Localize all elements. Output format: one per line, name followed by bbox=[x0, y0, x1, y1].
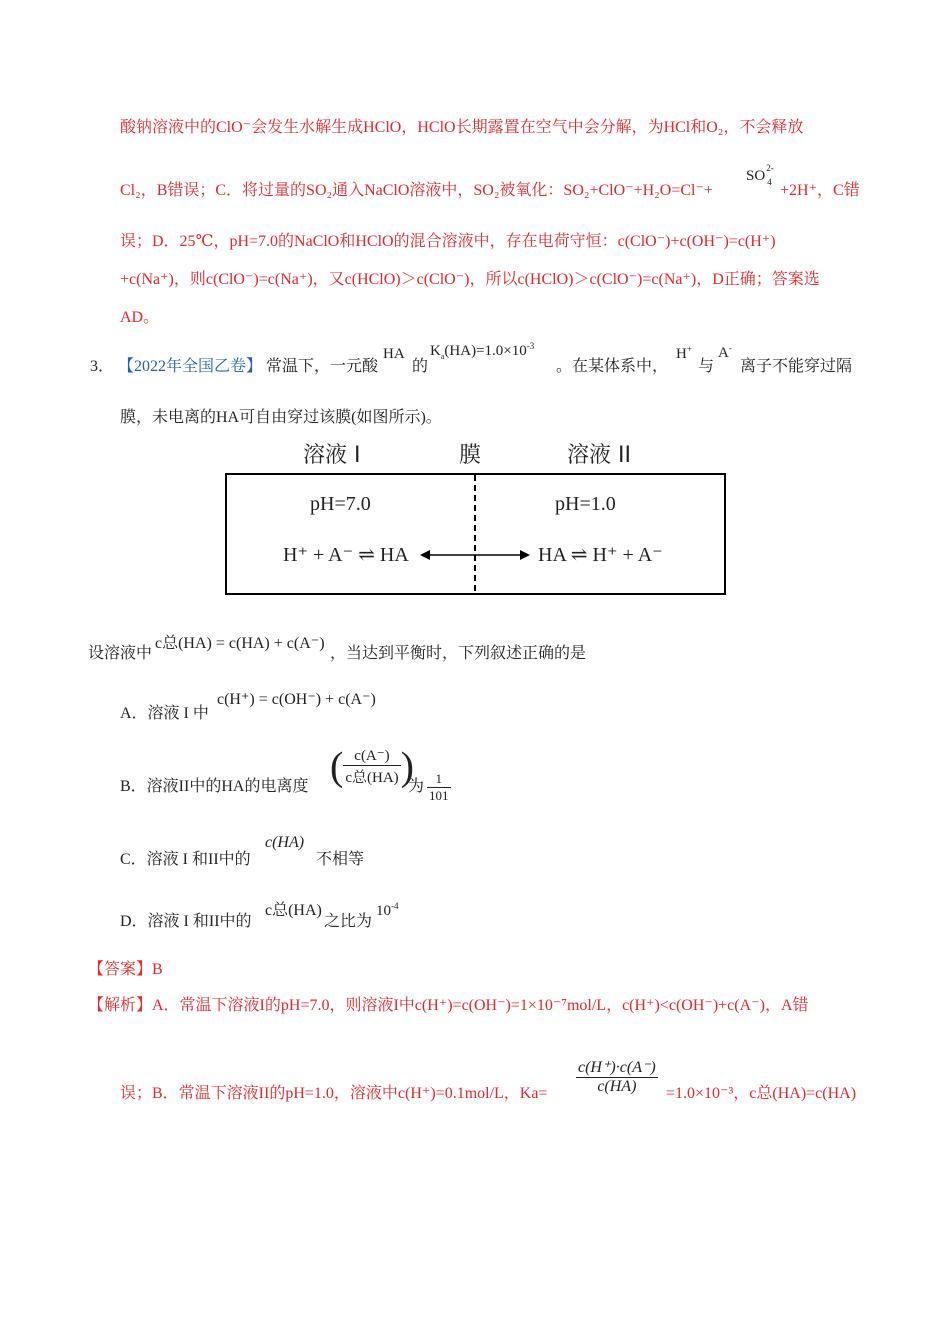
ka-symbol: K bbox=[430, 343, 441, 359]
fraction bbox=[343, 746, 400, 787]
sulfate-charge: 2- bbox=[766, 163, 774, 173]
fraction-denominator: c(HA) bbox=[597, 1078, 637, 1095]
option-d-value bbox=[376, 903, 399, 920]
question-text: 常温下，一元酸 bbox=[266, 358, 379, 375]
option-c-formula: c(HA) bbox=[265, 834, 305, 851]
ka-subscript: a bbox=[440, 352, 445, 361]
sulfate-ion bbox=[746, 163, 774, 187]
text-span: Cl₂，B错误；C．将过量的SO₂通入NaClO溶液中，SO₂被氧化：SO₂+ClO⁻+H₂O=Cl⁻+ bbox=[120, 182, 713, 199]
h-charge: + bbox=[686, 344, 692, 354]
ha-formula: HA bbox=[383, 346, 405, 362]
ka-exponent: -3 bbox=[526, 341, 535, 351]
fraction-denominator: c总(HA) bbox=[345, 770, 399, 786]
answer-line: 【答案】B bbox=[88, 961, 163, 978]
fraction bbox=[576, 1057, 658, 1096]
condition-text: 设溶液中 bbox=[88, 645, 153, 662]
text-line: 酸钠溶液中的ClO⁻会发生水解生成HClO，HClO长期露置在空气中会分解，为HCl和O₂，不会释放 bbox=[120, 119, 804, 136]
option-a-formula: c(H⁺) = c(OH⁻) + c(A⁻) bbox=[217, 691, 376, 708]
diagram-label-membrane: 膜 bbox=[459, 443, 482, 468]
h-ion bbox=[676, 346, 692, 363]
text-line: +2H⁺，C错 bbox=[780, 182, 860, 199]
question-text: 离子不能穿过隔 bbox=[740, 358, 853, 375]
question-source: 【2022年全国乙卷】 bbox=[118, 358, 263, 375]
option-b-value bbox=[427, 771, 451, 804]
option-b-formula bbox=[330, 743, 414, 789]
sulfate-symbol: SO bbox=[746, 168, 766, 184]
a-charge: - bbox=[728, 343, 732, 353]
option-b-label: B．溶液II中的HA的电离度 bbox=[120, 778, 309, 795]
explanation-line: 误；B．常温下溶液II的pH=1.0，溶液中c(H⁺)=0.1mol/L，Ka= bbox=[120, 1085, 548, 1102]
explanation-line: =1.0×10⁻³，c总(HA)=c(HA) bbox=[666, 1085, 857, 1102]
text-line bbox=[120, 181, 713, 201]
text-line: AD。 bbox=[120, 309, 160, 326]
condition-formula: c总(HA) = c(HA) + c(A⁻) bbox=[155, 635, 325, 652]
sulfate-subscript: 4 bbox=[767, 177, 772, 187]
fraction-numerator: c(H⁺)·c(A⁻) bbox=[578, 1059, 656, 1076]
membrane-line bbox=[474, 475, 476, 591]
h-symbol: H bbox=[676, 346, 687, 362]
fraction-denominator: 101 bbox=[429, 788, 449, 803]
diagram-label-solution1: 溶液 I bbox=[303, 443, 361, 468]
a-symbol: A bbox=[718, 345, 729, 361]
condition-text: ，当达到平衡时，下列叙述正确的是 bbox=[330, 645, 587, 662]
option-a-label: A．溶液 I 中 bbox=[120, 705, 209, 722]
ka-formula bbox=[430, 343, 534, 360]
question-text: 与 bbox=[698, 358, 715, 375]
paren-left: ( bbox=[330, 743, 344, 789]
d-base: 10 bbox=[376, 903, 391, 919]
text-line: 误；D．25℃，pH=7.0的NaClO和HClO的混合溶液中，存在电荷守恒：c(ClO⁻)+c(OH⁻)=c(H⁺) bbox=[120, 233, 776, 250]
option-d-text: 之比为 bbox=[324, 913, 373, 930]
equilibrium-left: H⁺ + A⁻ ⇌ HA bbox=[283, 544, 409, 566]
question-text: 的 bbox=[412, 358, 429, 375]
fraction bbox=[427, 771, 451, 804]
text-line: +c(Na⁺)，则c(ClO⁻)=c(Na⁺)，又c(HClO)＞c(ClO⁻)，所以c(HClO)＞c(ClO⁻)=c(Na⁺)，D正确；答案选 bbox=[120, 271, 820, 288]
diagram-label-solution2: 溶液 II bbox=[567, 443, 631, 468]
question-number: 3． bbox=[90, 358, 115, 375]
ph-solution1: pH=7.0 bbox=[310, 493, 371, 515]
option-b-text: 为 bbox=[408, 778, 425, 795]
ph-solution2: pH=1.0 bbox=[555, 493, 616, 515]
equilibrium-right: HA ⇌ H⁺ + A⁻ bbox=[538, 544, 663, 566]
fraction-numerator: c(A⁻) bbox=[343, 746, 400, 766]
paren-right: ) bbox=[400, 743, 414, 789]
d-exponent: -4 bbox=[391, 901, 399, 911]
option-d-label: D．溶液 I 和II中的 bbox=[120, 913, 252, 930]
fraction-numerator: 1 bbox=[427, 771, 451, 788]
double-arrow-icon bbox=[420, 546, 530, 564]
a-ion bbox=[718, 345, 732, 362]
ka-value: (HA)=1.0×10 bbox=[444, 343, 527, 359]
ka-fraction bbox=[576, 1057, 658, 1096]
question-text: 膜，未电离的HA可自由穿过该膜(如图所示)。 bbox=[120, 409, 442, 426]
question-text: 。在某体系中， bbox=[556, 358, 669, 375]
explanation-line: 【解析】A．常温下溶液I的pH=7.0，则溶液I中c(H⁺)=c(OH⁻)=1×10⁻⁷mol/L，c(H⁺)<c(OH⁻)+c(A⁻)，A错 bbox=[88, 997, 809, 1014]
option-c-label: C．溶液 I 和II中的 bbox=[120, 851, 251, 868]
option-c-text: 不相等 bbox=[316, 851, 365, 868]
option-d-formula: c总(HA) bbox=[265, 902, 322, 919]
